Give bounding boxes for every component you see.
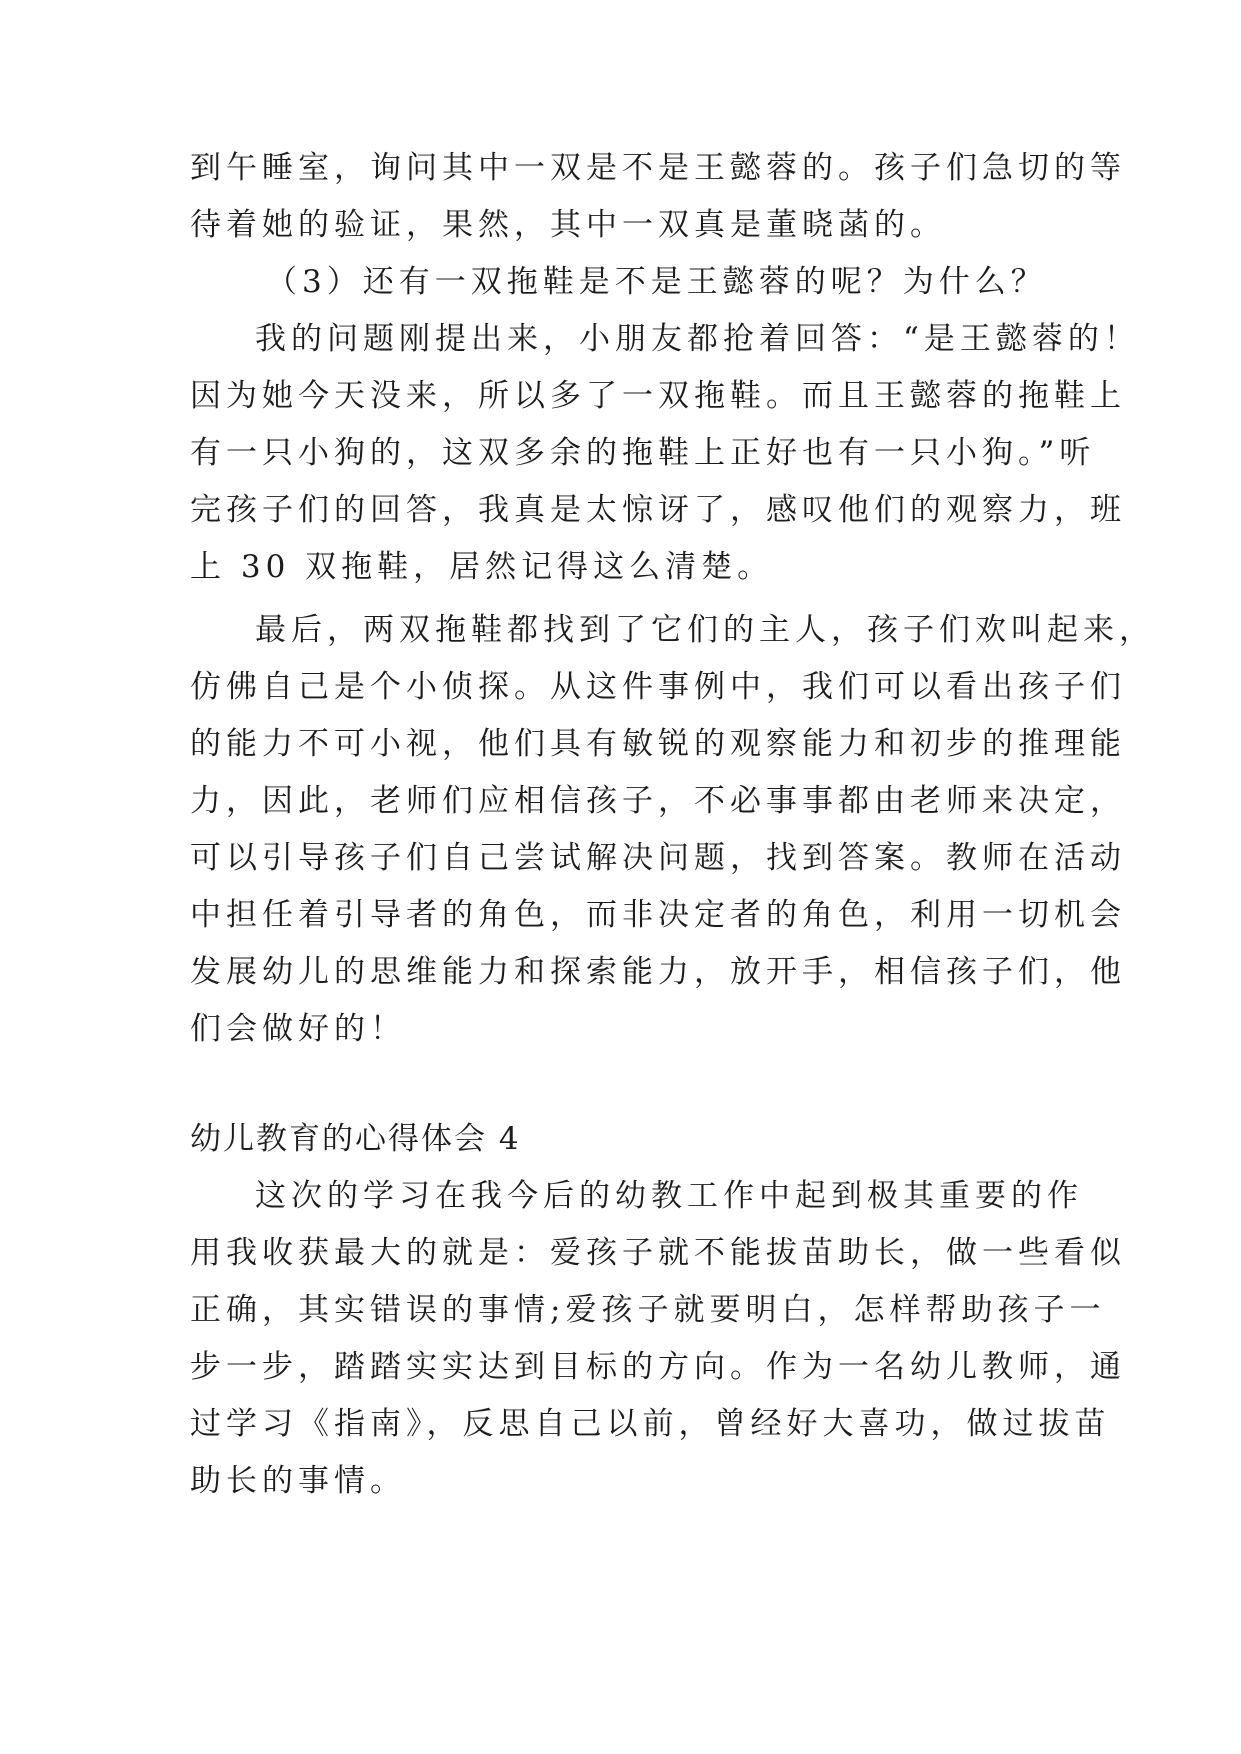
paragraph-start-line: 最后，两双拖鞋都找到了它们的主人，孩子们欢叫起来， <box>255 612 1155 648</box>
text-line: 发展幼儿的思维能力和探索能力，放开手，相信孩子们，他 <box>190 954 1126 990</box>
paragraph-start-line: 我的问题刚提出来，小朋友都抢着回答：“是王懿蓉的！ <box>255 321 1140 357</box>
text-line: 的能力不可小视，他们具有敏锐的观察能力和初步的推理能 <box>190 726 1126 762</box>
text-line: 可以引导孩子们自己尝试解决问题，找到答案。教师在活动 <box>190 840 1126 876</box>
text-line: 们会做好的！ <box>190 1011 406 1047</box>
text-line: 步一步，踏踏实实达到目标的方向。作为一名幼儿教师，通 <box>190 1349 1126 1385</box>
text-line: 完孩子们的回答，我真是太惊讶了，感叹他们的观察力，班 <box>190 492 1126 528</box>
text-line: 因为她今天没来，所以多了一双拖鞋。而且王懿蓉的拖鞋上 <box>190 378 1126 414</box>
text-line: 用我收获最大的就是：爱孩子就不能拔苗助长，做一些看似 <box>190 1235 1126 1271</box>
paragraph-start-line: 这次的学习在我今后的幼教工作中起到极其重要的作 <box>255 1178 1083 1214</box>
text-line: 上 30 双拖鞋，居然记得这么清楚。 <box>190 549 774 585</box>
text-line: 仿佛自己是个小侦探。从这件事例中，我们可以看出孩子们 <box>190 669 1126 705</box>
text-line: 中担任着引导者的角色，而非决定者的角色，利用一切机会 <box>190 897 1126 933</box>
text-line: （3）还有一双拖鞋是不是王懿蓉的呢？为什么？ <box>266 264 1047 300</box>
text-line: 待着她的验证，果然，其中一双真是董晓菡的。 <box>190 207 946 243</box>
text-line: 正确，其实错误的事情;爱孩子就要明白，怎样帮助孩子一 <box>190 1292 1106 1328</box>
text-line: 力，因此，老师们应相信孩子，不必事事都由老师来决定， <box>190 783 1126 819</box>
text-line: 有一只小狗的，这双多余的拖鞋上正好也有一只小狗。”听 <box>190 435 1096 471</box>
text-line: 到午睡室，询问其中一双是不是王懿蓉的。孩子们急切的等 <box>190 150 1126 186</box>
text-line: 助长的事情。 <box>190 1463 406 1499</box>
text-line: 过学习《指南》，反思自己以前，曾经好大喜功，做过拔苗 <box>190 1406 1111 1442</box>
section-heading: 幼儿教育的心得体会 4 <box>190 1121 521 1157</box>
